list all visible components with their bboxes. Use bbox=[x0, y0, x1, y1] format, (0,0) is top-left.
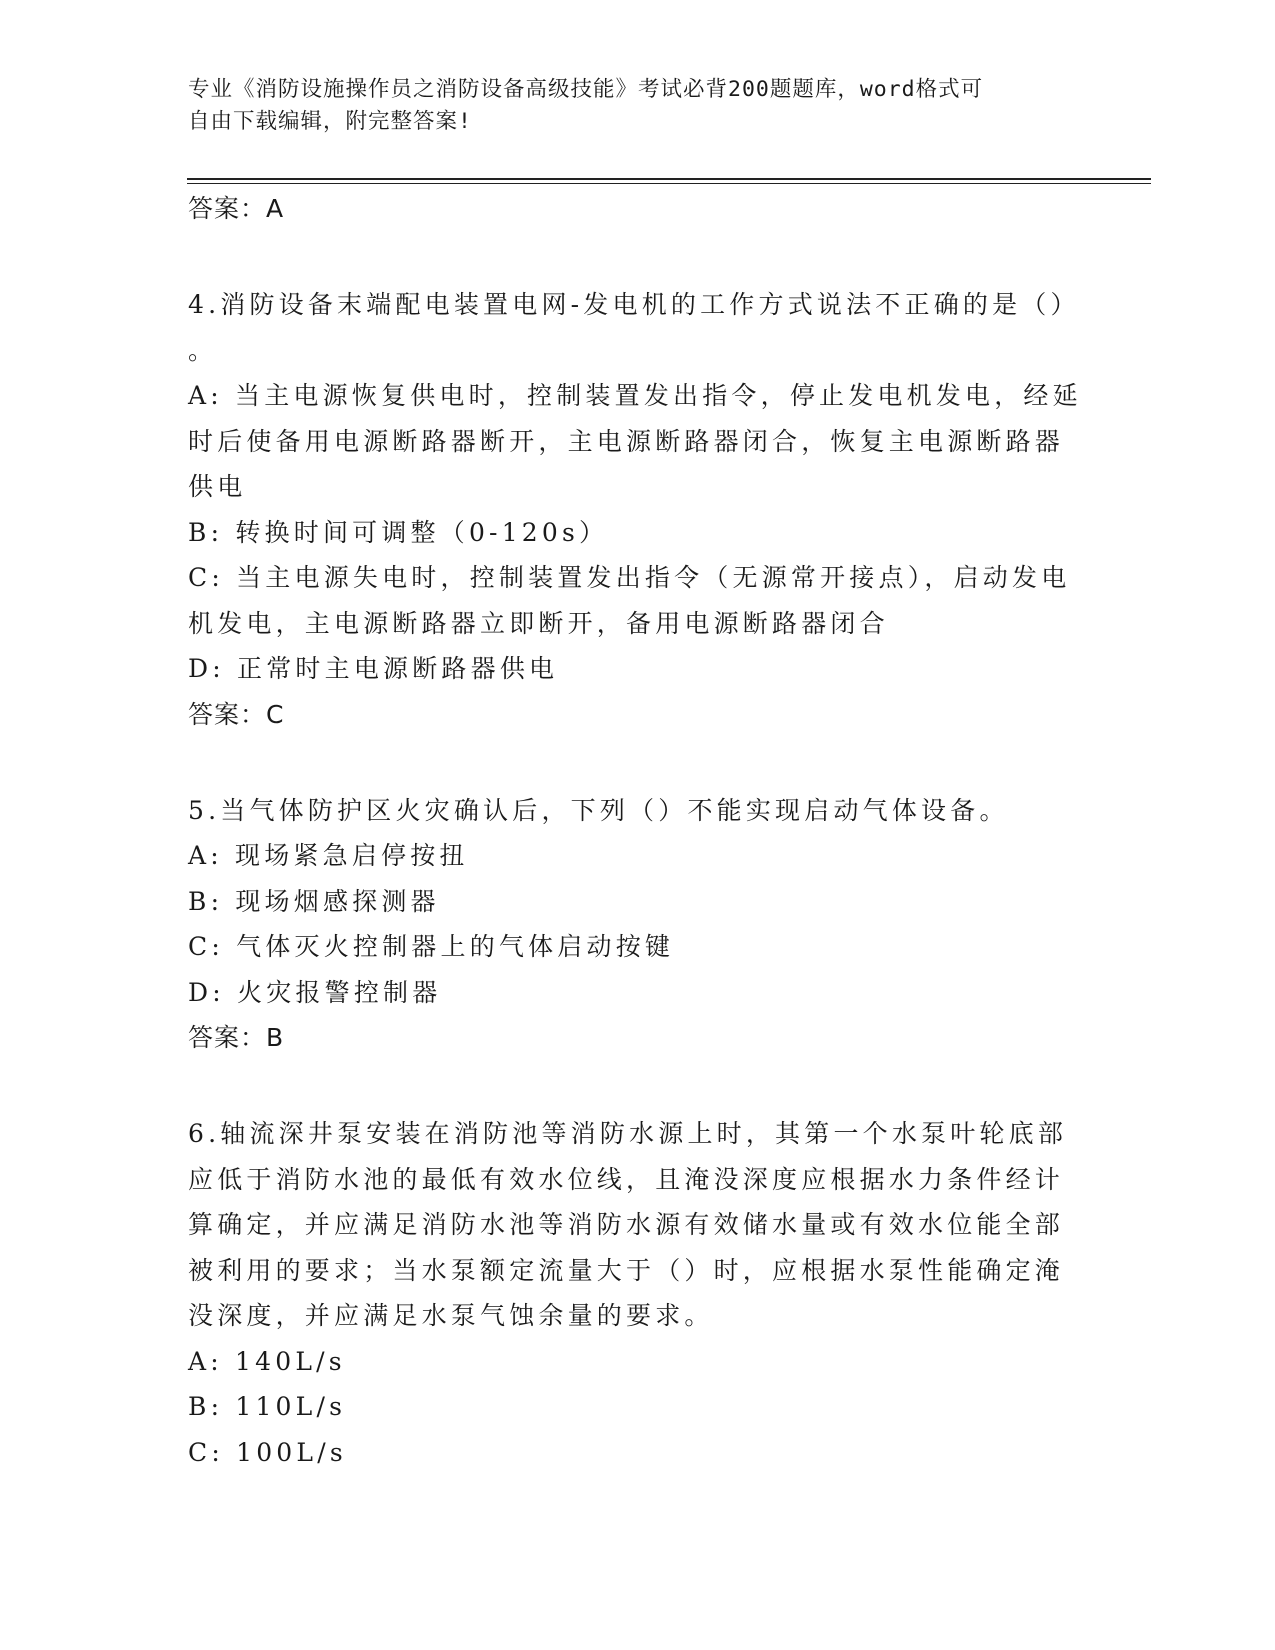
header-line-2: 自由下载编辑，附完整答案! bbox=[188, 109, 472, 134]
question-text-line: 6.轴流深井泵安装在消防池等消防水源上时，其第一个水泵叶轮底部 bbox=[188, 1119, 1068, 1148]
option-c: C: 当主电源失电时，控制装置发出指令（无源常开接点），启动发电 bbox=[188, 563, 1071, 592]
option-c: 机发电，主电源断路器立即断开，备用电源断路器闭合 bbox=[188, 608, 889, 638]
question-text-line: 算确定，并应满足消防水池等消防水源有效储水量或有效水位能全部 bbox=[188, 1210, 1065, 1239]
answer-line: 答案：B bbox=[188, 1023, 285, 1052]
document-header bbox=[188, 74, 1068, 138]
question-block bbox=[188, 1111, 1088, 1475]
option-d: D: 正常时主电源断路器供电 bbox=[188, 654, 559, 683]
option-a: 时后使备用电源断路器断开，主电源断路器闭合，恢复主电源断路器 bbox=[188, 426, 1065, 456]
option-c: C: 气体灭火控制器上的气体启动按键 bbox=[188, 932, 675, 961]
option-a: A: 当主电源恢复供电时，控制装置发出指令，停止发电机发电，经延 bbox=[188, 381, 1082, 410]
question-block bbox=[188, 788, 1088, 1054]
option-d: D: 火灾报警控制器 bbox=[188, 977, 442, 1007]
question-text-line: 没深度，并应满足水泵气蚀余量的要求。 bbox=[188, 1301, 714, 1330]
option-b: B: 转换时间可调整（0-120s） bbox=[188, 517, 609, 547]
option-b: B: 现场烟感探测器 bbox=[188, 886, 440, 916]
option-c: C: 100L/s bbox=[188, 1437, 347, 1467]
question-text-line: 被利用的要求；当水泵额定流量大于（）时，应根据水泵性能确定淹 bbox=[188, 1255, 1065, 1285]
option-b: B: 110L/s bbox=[188, 1392, 347, 1421]
question-text-line: 4.消防设备末端配电装置电网-发电机的工作方式说法不正确的是（） bbox=[188, 290, 1080, 319]
question-text-line: 5.当气体防护区火灾确认后，下列（）不能实现启动气体设备。 bbox=[188, 795, 1009, 825]
question-list bbox=[188, 194, 1088, 1475]
header-line-1: 专业《消防设施操作员之消防设备高级技能》考试必背200题题库，word格式可 bbox=[188, 77, 984, 102]
question-text-line: 应低于消防水池的最低有效水位线，且淹没深度应根据水力条件经计 bbox=[188, 1164, 1065, 1194]
answer-line: 答案：C bbox=[188, 699, 285, 729]
question-block bbox=[188, 282, 1088, 730]
option-a: A: 现场紧急启停按扭 bbox=[188, 841, 469, 870]
answer-line: 答案：A bbox=[188, 194, 285, 223]
option-a: 供电 bbox=[188, 472, 247, 501]
option-a: A: 140L/s bbox=[188, 1346, 346, 1376]
header-rule-thin bbox=[187, 183, 1151, 184]
header-rule-thick bbox=[187, 178, 1151, 180]
question-text-line: 。 bbox=[188, 335, 218, 365]
